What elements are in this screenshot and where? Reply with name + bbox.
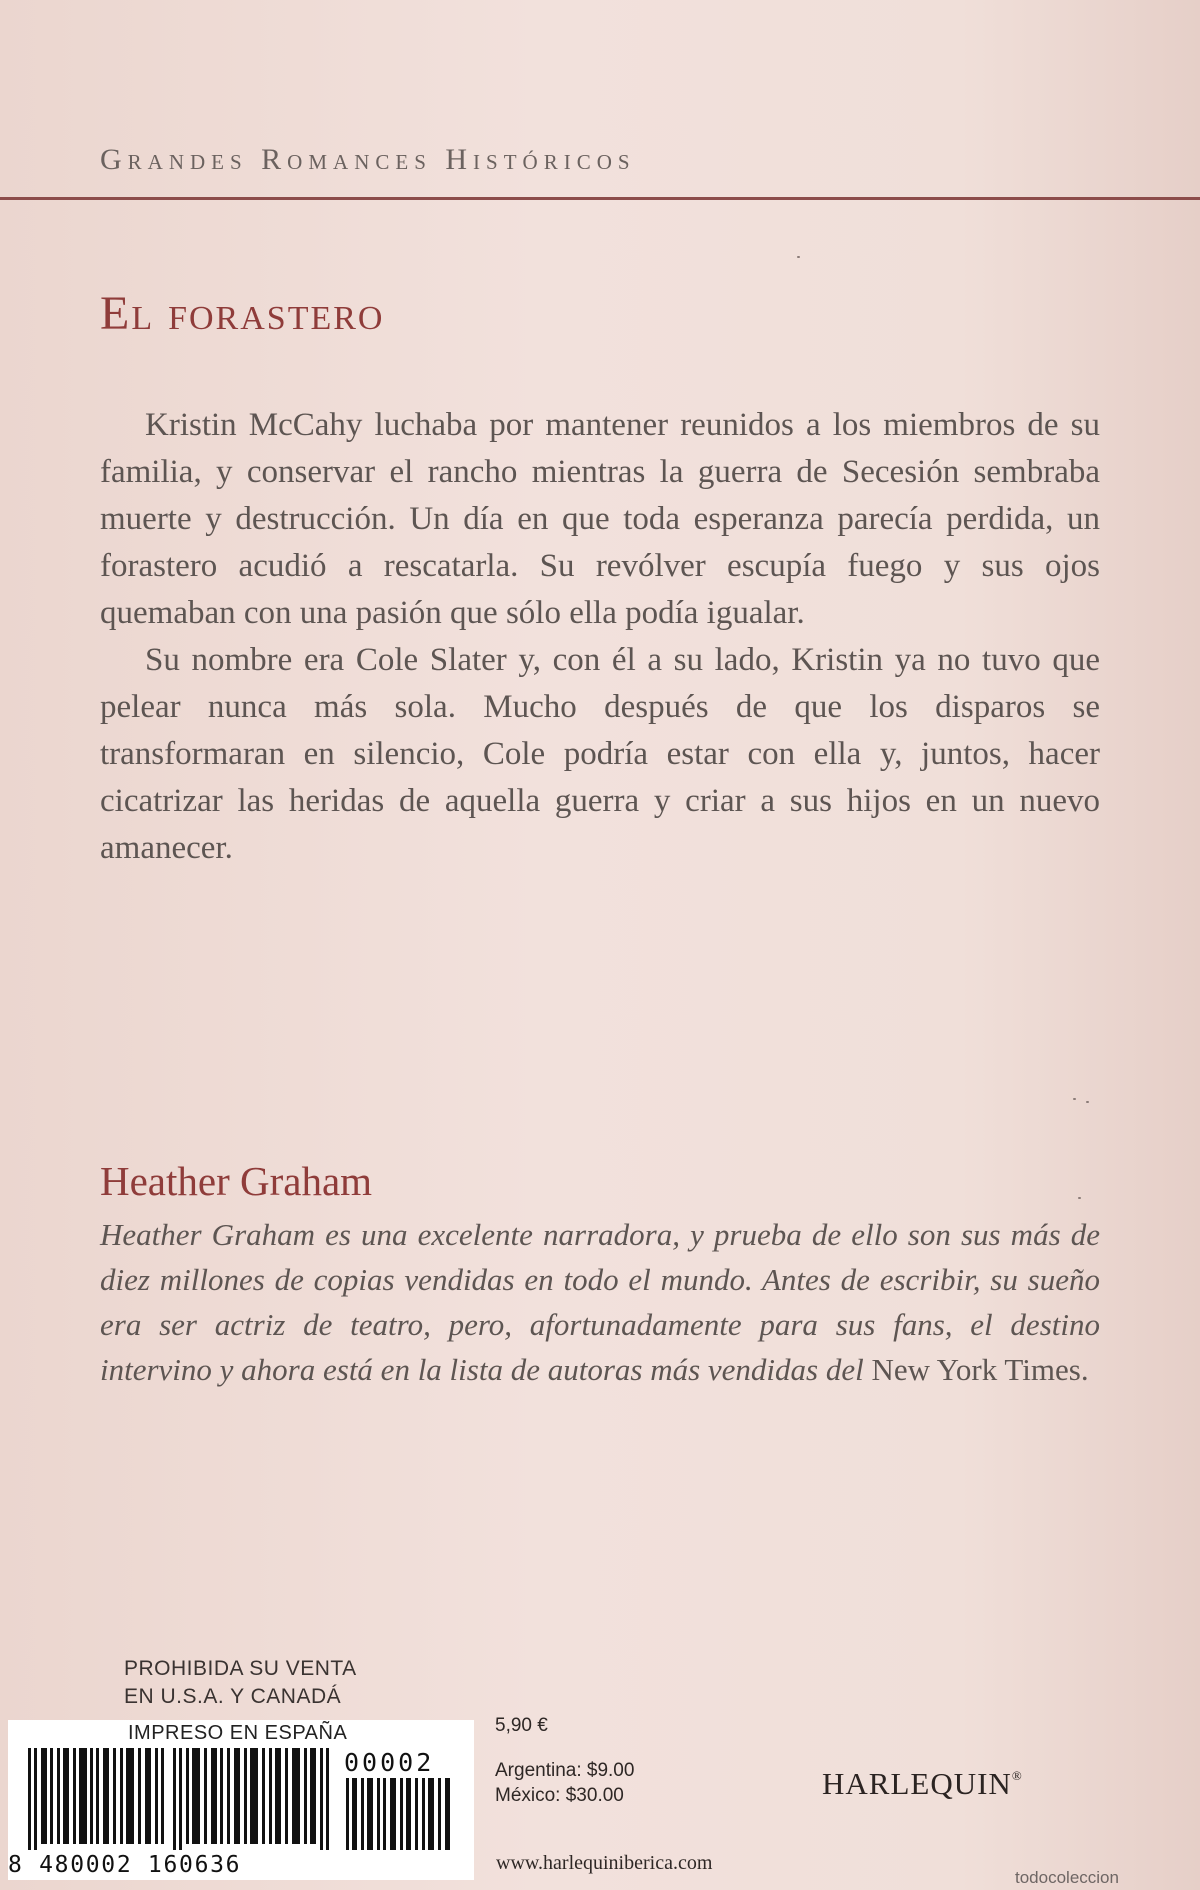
publisher-name: HARLEQUIN <box>822 1766 1012 1801</box>
series-name: Grandes Romances Históricos <box>100 143 636 176</box>
registered-mark: ® <box>1011 1768 1023 1783</box>
addon-barcode-icon <box>346 1778 456 1850</box>
addon-number: 00002 <box>344 1748 435 1777</box>
printed-in-label: IMPRESO EN ESPAÑA <box>128 1722 348 1744</box>
price-argentina: Argentina: $9.00 <box>495 1760 635 1781</box>
synopsis <box>100 402 1100 872</box>
author-bio-text: Heather Graham es una excelente narradora, y prueba de ello son sus más de diez millones de copias vendidas en todo el mundo. Antes de escribir, su sueño era ser actriz de teatro, pero, afortunadamente para sus fans, el destino intervino y ahora está en la lista de autoras más vendidas del <box>100 1217 1100 1387</box>
sale-restriction <box>124 1655 357 1711</box>
ean-number: 8 480002 160636 <box>8 1852 242 1878</box>
print-speck <box>1086 1101 1089 1103</box>
sale-restriction-line: PROHIBIDA SU VENTA <box>124 1657 357 1680</box>
sale-restriction-line: EN U.S.A. Y CANADÁ <box>124 1685 342 1708</box>
watermark: todocoleccion <box>1015 1868 1119 1887</box>
publisher-logo <box>822 1766 1023 1802</box>
print-speck <box>797 256 800 258</box>
newspaper-name: New York Times <box>871 1352 1081 1387</box>
barcode-icon <box>28 1748 338 1850</box>
price-euro: 5,90 € <box>495 1715 548 1736</box>
book-title: El forastero <box>100 287 385 340</box>
print-speck <box>1078 1197 1081 1199</box>
bio-end: . <box>1080 1352 1089 1387</box>
synopsis-paragraph: Su nombre era Cole Slater y, con él a su lado, Kristin ya no tuvo que pelear nunca más sola. Mucho después de que los disparos se transformaran en silencio, Cole podría estar con ella y, juntos, hacer cicatrizar las heridas de aquella guerra y criar a sus hijos en un nuevo amanecer. <box>100 642 1100 866</box>
author-name: Heather Graham <box>100 1158 373 1204</box>
synopsis-paragraph: Kristin McCahy luchaba por mantener reunidos a los miembros de su familia, y conservar el rancho mientras la guerra de Secesión sembraba muerte y destrucción. Un día en que toda esperanza parecía perdida, un forastero acudió a rescatarla. Su revólver escupía fuego y sus ojos quemaban con una pasión que sólo ella podía igualar. <box>100 407 1100 631</box>
author-bio <box>100 1212 1100 1392</box>
publisher-website: www.harlequiniberica.com <box>496 1852 713 1874</box>
print-speck <box>1073 1098 1076 1100</box>
price-mexico: México: $30.00 <box>495 1785 624 1806</box>
header-rule <box>0 197 1200 200</box>
